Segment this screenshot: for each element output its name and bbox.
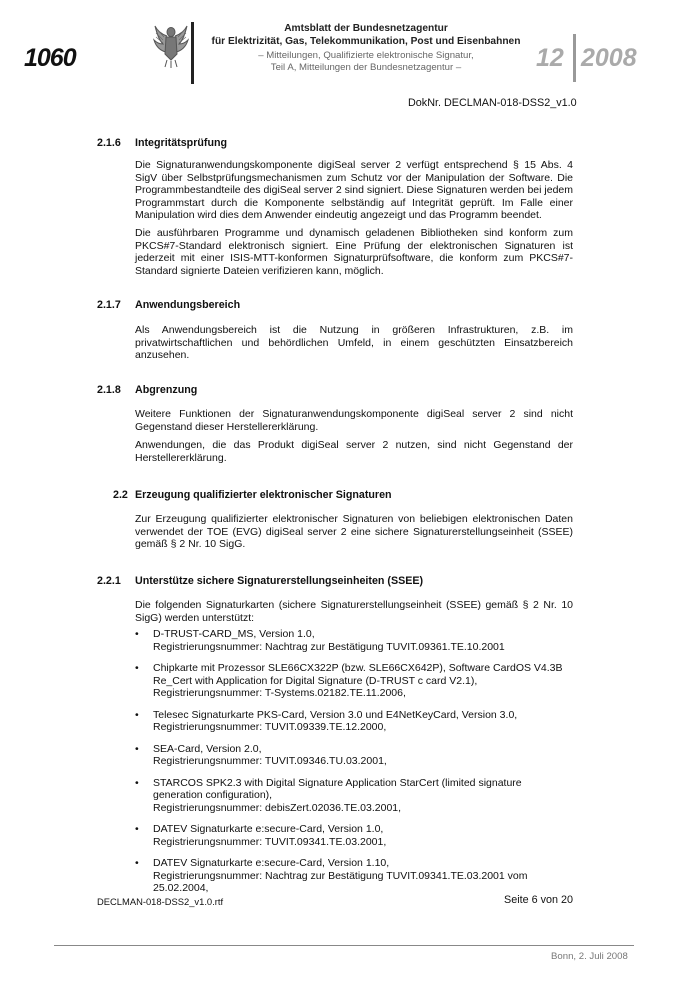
list-item-line: Registrierungsnummer: Nachtrag zur Bestätigung TUVIT.09361.TE.10.2001 — [153, 640, 505, 653]
header-divider-right — [573, 34, 576, 82]
issue-year: 2008 — [581, 44, 637, 72]
list-item-line: Registrierungsnummer: TUVIT.09339.TE.12.2000, — [153, 721, 387, 734]
bullet-icon: • — [135, 708, 139, 721]
document-number: DokNr. DECLMAN-018-DSS2_v1.0 — [408, 97, 577, 109]
section-number: 2.1.8 — [97, 384, 121, 396]
list-item — [135, 709, 573, 734]
paragraph-scope: Als Anwendungsbereich ist die Nutzung in größeren Infrastrukturen, z.B. im privatwirtschaftlichen und behördlichen Umfeld, in einem geschützten Einsatzbereich anzusehen. — [135, 324, 573, 362]
list-item-line: Telesec Signaturkarte PKS-Card, Version 3.0 und E4NetKeyCard, Version 3.0, — [153, 708, 518, 721]
section-title: Integritätsprüfung — [135, 137, 228, 149]
gazette-subtitle — [205, 50, 527, 74]
section-number: 2.1.7 — [97, 299, 121, 311]
paragraph-integrity-1: Die Signaturanwendungskomponente digiSeal server 2 verfügt entsprechend § 15 Abs. 4 SigV über Selbstprüfungsmechanismen zum Schutz vor der Manipulation der Software. Die Programmbestandteile des digiSeal server 2 sind signiert. Diese Signaturen werden bei jedem Programmstart durch die Komponente selbständig auf Integrität geprüft. Im Falle einer Manipulation wird dies dem Anwender eindeutig angezeigt und das Programm beendet. — [135, 159, 573, 222]
list-item-line: D-TRUST-CARD_MS, Version 1.0, — [153, 628, 315, 640]
list-item-line: DATEV Signaturkarte e:secure-Card, Version 1.10, — [153, 857, 390, 870]
bullet-icon: • — [135, 628, 139, 640]
section-number: 2.2.1 — [97, 575, 121, 587]
footer-page-label: Seite 6 von 20 — [504, 894, 574, 906]
list-item-line: DATEV Signaturkarte e:secure-Card, Version 1.0, — [153, 823, 384, 836]
header-divider-left — [191, 22, 194, 84]
list-item-line: Registrierungsnummer: TUVIT.09346.TU.03.2001, — [153, 755, 387, 768]
paragraph-delimitation-2: Anwendungen, die das Produkt digiSeal server 2 nutzen, sind nicht Gegenstand der Herstellererklärung. — [135, 439, 573, 464]
list-item-line: Re_Cert with Application for Digital Signature (D-TRUST c card V2.1), — [153, 674, 478, 687]
paragraph-supported-cards: Die folgenden Signaturkarten (sichere Signaturerstellungseinheit (SSEE) gemäß § 2 Nr. 10 SigG) werden unterstützt: — [135, 599, 573, 624]
page-number: 1060 — [24, 44, 76, 72]
supported-cards-list — [135, 628, 573, 904]
paragraph-integrity-2: Die ausführbaren Programme und dynamisch geladenen Bibliotheken sind konform zum PKCS#7-Standard elektronisch signiert. Eine Prüfung der elektronischen Signaturen ist jederzeit mit einer ISIS-MTT-konformen Signaturprüfsoftware, die konform zum PKCS#7-Standard signierte Dateien verifizieren kann, möglich. — [135, 227, 573, 277]
issue-number: 12 — [536, 44, 564, 72]
bullet-icon: • — [135, 823, 139, 836]
gazette-title-line2: für Elektrizität, Gas, Telekommunikation, Post und Eisenbahnen — [211, 36, 521, 47]
list-item — [135, 777, 573, 815]
gazette-title — [205, 22, 527, 48]
bullet-icon: • — [135, 742, 139, 755]
list-item-line: SEA-Card, Version 2.0, — [153, 742, 262, 755]
list-item-line: Registrierungsnummer: Nachtrag zur Bestätigung TUVIT.09341.TE.03.2001 vom — [153, 869, 528, 882]
footer-rule — [54, 945, 634, 946]
list-item-line: 25.02.2004, — [153, 882, 209, 895]
section-title: Erzeugung qualifizierter elektronischer Signaturen — [135, 489, 392, 501]
list-item — [135, 743, 573, 768]
paragraph-delimitation-1: Weitere Funktionen der Signaturanwendungskomponente digiSeal server 2 sind nicht Gegenstand dieser Herstellererklärung. — [135, 408, 573, 433]
gazette-subtitle-line1: – Mitteilungen, Qualifizierte elektronische Signatur, — [258, 50, 474, 61]
list-item — [135, 823, 573, 848]
list-item-line: generation configuration), — [153, 789, 273, 802]
list-item-line: STARCOS SPK2.3 with Digital Signature Application StarCert (limited signature — [153, 776, 522, 789]
federal-eagle-icon — [153, 20, 189, 70]
section-number: 2.1.6 — [97, 137, 121, 149]
gazette-title-line1: Amtsblatt der Bundesnetzagentur — [284, 23, 448, 34]
bullet-icon: • — [135, 776, 139, 789]
list-item-line: Registrierungsnummer: debisZert.02036.TE.03.2001, — [153, 801, 402, 814]
list-item-line: Chipkarte mit Prozessor SLE66CX322P (bzw. SLE66CX642P), Software CardOS V4.3B — [153, 661, 563, 674]
footer-place-date: Bonn, 2. Juli 2008 — [551, 951, 628, 962]
section-title: Abgrenzung — [135, 384, 198, 396]
bullet-icon: • — [135, 661, 139, 674]
list-item — [135, 857, 573, 895]
section-title: Unterstütze sichere Signaturerstellungseinheiten (SSEE) — [135, 575, 424, 587]
section-title: Anwendungsbereich — [135, 299, 241, 311]
bullet-icon: • — [135, 857, 139, 870]
paragraph-qualified-signatures: Zur Erzeugung qualifizierter elektronischer Signaturen von beliebigen elektronischen Daten verwendet der TOE (EVG) digiSeal server 2 eine sichere Signaturerstellungseinheit (SSEE) gemäß § 2 Nr. 10 SigG. — [135, 513, 573, 551]
list-item — [135, 628, 573, 653]
section-number: 2.2 — [113, 489, 128, 501]
list-item-line: Registrierungsnummer: T-Systems.02182.TE.11.2006, — [153, 687, 406, 700]
list-item — [135, 662, 573, 700]
gazette-subtitle-line2: Teil A, Mitteilungen der Bundesnetzagentur – — [270, 62, 462, 73]
list-item-line: Registrierungsnummer: TUVIT.09341.TE.03.2001, — [153, 835, 387, 848]
footer-file-name: DECLMAN-018-DSS2_v1.0.rtf — [97, 896, 224, 907]
